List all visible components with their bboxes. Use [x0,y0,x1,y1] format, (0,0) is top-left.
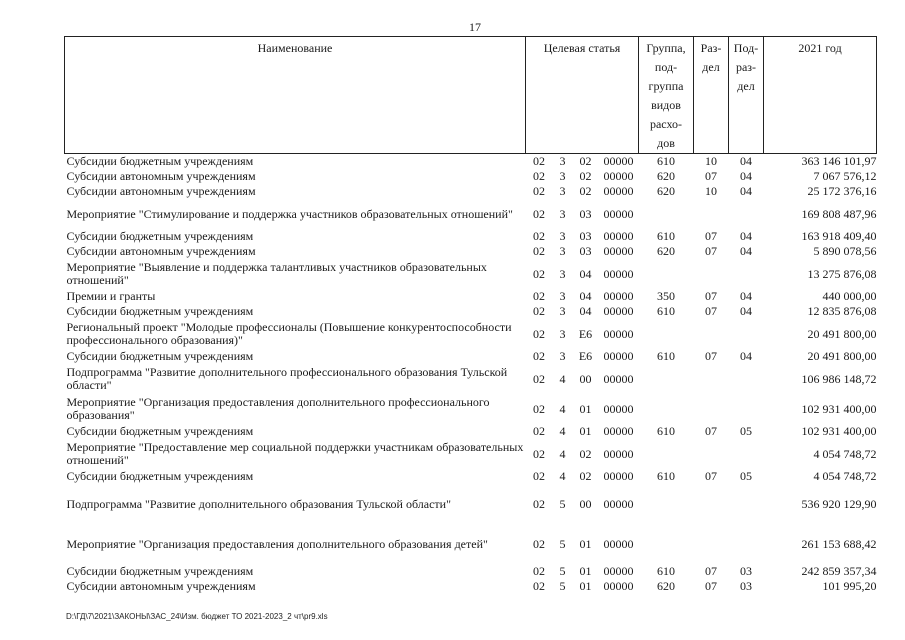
row-name: Субсидии бюджетным учреждениям [66,564,254,578]
row-name: Подпрограмма "Развитие дополнительного профессионального образования Тульской области" [66,365,508,392]
amount-2021: 20 491 800,00 [807,349,877,363]
subsection-code: 04 [740,184,753,198]
target-direction-code: 00000 [603,154,634,168]
table-row [65,564,877,579]
target-direction-code: 00000 [603,496,634,511]
header-section-line: Раз- [700,41,722,55]
row-name: Мероприятие "Стимулирование и поддержка участников образовательных отношений" [66,206,513,221]
target-subprogram-code: 3 [559,349,566,363]
table-row [65,469,877,484]
section-code: 07 [705,244,718,258]
target-direction-code: 00000 [603,289,634,303]
header-expense-group-line: Группа, [646,41,686,55]
subsection-code: 05 [740,424,753,438]
target-subprogram-code: 3 [559,326,566,341]
row-name: Мероприятие "Организация предоставления дополнительного профессионального образования" [66,395,490,422]
table-row [65,394,877,424]
row-name: Премии и гранты [66,289,156,303]
row-name: Субсидии бюджетным учреждениям [66,424,254,438]
header-section-line: дел [702,60,720,74]
row-name: Региональный проект "Молодые профессионалы (Повышение конкурентоспособности профессионального образования)" [66,320,512,347]
target-program-code: 02 [533,266,545,281]
header-subsection-line: дел [737,79,755,93]
target-subprogram-code: 4 [559,469,566,483]
target-direction-code: 00000 [603,564,634,578]
target-direction-code: 00000 [603,169,634,183]
target-direction-code: 00000 [603,326,634,341]
target-subprogram-code: 5 [559,536,566,551]
amount-2021: 440 000,00 [822,289,877,303]
table-row [65,364,877,394]
row-name: Субсидии бюджетным учреждениям [66,304,254,318]
target-event-code: 02 [579,184,592,198]
table-row [65,199,877,229]
amount-2021: 5 890 078,56 [813,244,877,258]
subsection-code: 03 [740,564,753,578]
target-program-code: 02 [533,349,545,363]
row-name: Субсидии автономным учреждениям [66,579,256,593]
target-program-code: 02 [533,496,545,511]
amount-2021: 4 054 748,72 [813,446,877,461]
row-name: Субсидии бюджетным учреждениям [66,154,254,168]
subsection-code [729,319,764,349]
row-name: Субсидии автономным учреждениям [66,244,256,258]
target-direction-code: 00000 [603,349,634,363]
expense-group-code: 610 [657,154,676,168]
target-event-code: 01 [579,564,592,578]
budget-table [64,36,877,594]
target-program-code: 02 [533,304,545,318]
table-row [65,349,877,364]
target-subprogram-code: 5 [559,564,566,578]
target-subprogram-code: 5 [559,496,566,511]
expense-group-code: 610 [657,564,676,578]
subsection-code [729,439,764,469]
header-expense-group-line: дов [657,136,675,150]
amount-2021: 13 275 876,08 [807,266,877,281]
header-expense-group-line: расхо- [649,117,683,131]
table-row [65,524,877,564]
row-name: Субсидии бюджетным учреждениям [66,229,254,243]
target-event-code: E6 [578,326,593,341]
table-row [65,184,877,199]
table-row [65,229,877,244]
target-event-code: 04 [579,266,592,281]
header-target-article: Целевая статья [526,37,639,154]
row-name: Мероприятие "Выявление и поддержка талантливых участников образовательных отношений" [66,260,487,287]
target-event-code: 03 [579,229,592,243]
target-direction-code: 00000 [603,536,634,551]
expense-group-code: 620 [657,579,676,593]
expense-group-code [639,439,694,469]
target-event-code: 00 [579,496,592,511]
target-direction-code: 00000 [603,304,634,318]
target-event-code: 02 [579,469,592,483]
target-subprogram-code: 3 [559,229,566,243]
amount-2021: 536 920 129,90 [801,496,877,511]
expense-group-code: 610 [657,424,676,438]
header-year: 2021 год [764,37,877,154]
target-program-code: 02 [533,579,545,593]
table-row [65,154,877,170]
amount-2021: 261 153 688,42 [801,536,877,551]
target-subprogram-code: 3 [559,154,566,168]
target-event-code: 03 [579,244,592,258]
subsection-code: 04 [740,304,753,318]
section-code [694,319,729,349]
target-subprogram-code: 3 [559,184,566,198]
amount-2021: 101 995,20 [822,579,877,593]
expense-group-code [639,319,694,349]
header-subsection-line: раз- [735,60,757,74]
target-program-code: 02 [533,371,545,386]
section-code: 07 [705,564,718,578]
amount-2021: 163 918 409,40 [801,229,877,243]
target-subprogram-code: 3 [559,304,566,318]
amount-2021: 7 067 576,12 [813,169,877,183]
expense-group-code: 610 [657,469,676,483]
target-direction-code: 00000 [603,401,634,416]
target-direction-code: 00000 [603,206,634,221]
subsection-code [729,199,764,229]
subsection-code: 04 [740,154,753,168]
subsection-code: 04 [740,289,753,303]
target-program-code: 02 [533,206,545,221]
target-program-code: 02 [533,244,545,258]
target-direction-code: 00000 [603,469,634,483]
row-name: Мероприятие "Предоставление мер социальной поддержки участникам образовательных отношений" [66,440,524,467]
subsection-code: 04 [740,349,753,363]
expense-group-code [639,484,694,524]
section-code [694,364,729,394]
expense-group-code [639,259,694,289]
target-subprogram-code: 3 [559,169,566,183]
section-code: 07 [705,229,718,243]
section-code: 10 [705,154,718,168]
target-subprogram-code: 3 [559,266,566,281]
row-name: Подпрограмма "Развитие дополнительного образования Тульской области" [66,496,451,511]
expense-group-code [639,524,694,564]
amount-2021: 363 146 101,97 [801,154,877,168]
target-event-code: 00 [579,371,592,386]
table-body [65,154,877,595]
table-row [65,319,877,349]
target-event-code: 01 [579,401,592,416]
amount-2021: 106 986 148,72 [801,371,877,386]
target-program-code: 02 [533,564,545,578]
header-subsection-line: Под- [733,41,759,55]
subsection-code [729,259,764,289]
table-row [65,424,877,439]
target-direction-code: 00000 [603,229,634,243]
amount-2021: 242 859 357,34 [801,564,877,578]
target-subprogram-code: 3 [559,244,566,258]
subsection-code [729,524,764,564]
target-subprogram-code: 5 [559,579,566,593]
amount-2021: 169 808 487,96 [801,206,877,221]
table-row [65,289,877,304]
target-program-code: 02 [533,184,545,198]
header-expense-group-line: видов [651,98,681,112]
section-code: 07 [705,579,718,593]
amount-2021: 25 172 376,16 [807,184,877,198]
target-event-code: 01 [579,579,592,593]
section-code: 07 [705,289,718,303]
subsection-code: 04 [740,244,753,258]
target-subprogram-code: 4 [559,424,566,438]
expense-group-code: 610 [657,304,676,318]
expense-group-code [639,364,694,394]
header-section [694,37,729,154]
target-program-code: 02 [533,229,545,243]
target-event-code: 02 [579,169,592,183]
target-program-code: 02 [533,289,545,303]
row-name: Субсидии автономным учреждениям [66,169,256,183]
section-code [694,484,729,524]
target-event-code: 02 [579,154,592,168]
target-program-code: 02 [533,154,545,168]
table-row [65,439,877,469]
expense-group-code: 610 [657,229,676,243]
section-code [694,199,729,229]
target-direction-code: 00000 [603,446,634,461]
amount-2021: 20 491 800,00 [807,326,877,341]
table-row [65,304,877,319]
row-name: Субсидии бюджетным учреждениям [66,469,254,483]
target-direction-code: 00000 [603,184,634,198]
subsection-code: 03 [740,579,753,593]
section-code [694,394,729,424]
table-row [65,484,877,524]
expense-group-code: 620 [657,184,676,198]
target-program-code: 02 [533,401,545,416]
target-program-code: 02 [533,169,545,183]
target-subprogram-code: 4 [559,371,566,386]
section-code: 07 [705,169,718,183]
target-event-code: 03 [579,206,592,221]
subsection-code [729,364,764,394]
expense-group-code: 620 [657,244,676,258]
subsection-code: 05 [740,469,753,483]
row-name: Субсидии бюджетным учреждениям [66,349,254,363]
target-direction-code: 00000 [603,244,634,258]
table-row [65,579,877,594]
table-header-row [65,37,877,154]
section-code: 10 [705,184,718,198]
table-row [65,169,877,184]
section-code [694,439,729,469]
amount-2021: 4 054 748,72 [813,469,877,483]
footer-file-path: D:\ГД\7\2021\ЗАКОНЫ\ЗАС_24\Изм. бюджет ТО 2021-2023_2 чт\pr9.xls [66,612,328,621]
target-subprogram-code: 3 [559,206,566,221]
expense-group-code [639,394,694,424]
subsection-code: 04 [740,229,753,243]
target-event-code: 04 [579,289,592,303]
target-program-code: 02 [533,469,545,483]
section-code [694,524,729,564]
target-event-code: 01 [579,424,592,438]
section-code [694,259,729,289]
target-program-code: 02 [533,424,545,438]
table-row [65,259,877,289]
target-program-code: 02 [533,536,545,551]
expense-group-code: 610 [657,349,676,363]
header-name: Наименование [65,37,526,154]
section-code: 07 [705,469,718,483]
subsection-code [729,484,764,524]
expense-group-code [639,199,694,229]
section-code: 07 [705,349,718,363]
target-event-code: 01 [579,536,592,551]
row-name: Субсидии автономным учреждениям [66,184,256,198]
target-direction-code: 00000 [603,371,634,386]
target-subprogram-code: 4 [559,401,566,416]
target-direction-code: 00000 [603,266,634,281]
amount-2021: 12 835 876,08 [807,304,877,318]
row-name: Мероприятие "Организация предоставления дополнительного образования детей" [66,536,488,551]
page-number: 17 [469,20,481,34]
header-subsection [729,37,764,154]
subsection-code [729,394,764,424]
header-expense-group-line: группа [648,79,684,93]
header-expense-group-line: под- [654,60,678,74]
target-direction-code: 00000 [603,424,634,438]
amount-2021: 102 931 400,00 [801,424,877,438]
target-direction-code: 00000 [603,579,634,593]
target-event-code: 02 [579,446,592,461]
table-row [65,244,877,259]
target-event-code: E6 [578,349,593,363]
amount-2021: 102 931 400,00 [801,401,877,416]
expense-group-code: 620 [657,169,676,183]
section-code: 07 [705,424,718,438]
target-subprogram-code: 4 [559,446,566,461]
section-code: 07 [705,304,718,318]
target-program-code: 02 [533,326,545,341]
target-event-code: 04 [579,304,592,318]
subsection-code: 04 [740,169,753,183]
target-program-code: 02 [533,446,545,461]
expense-group-code: 350 [657,289,676,303]
header-expense-group [639,37,694,154]
target-subprogram-code: 3 [559,289,566,303]
